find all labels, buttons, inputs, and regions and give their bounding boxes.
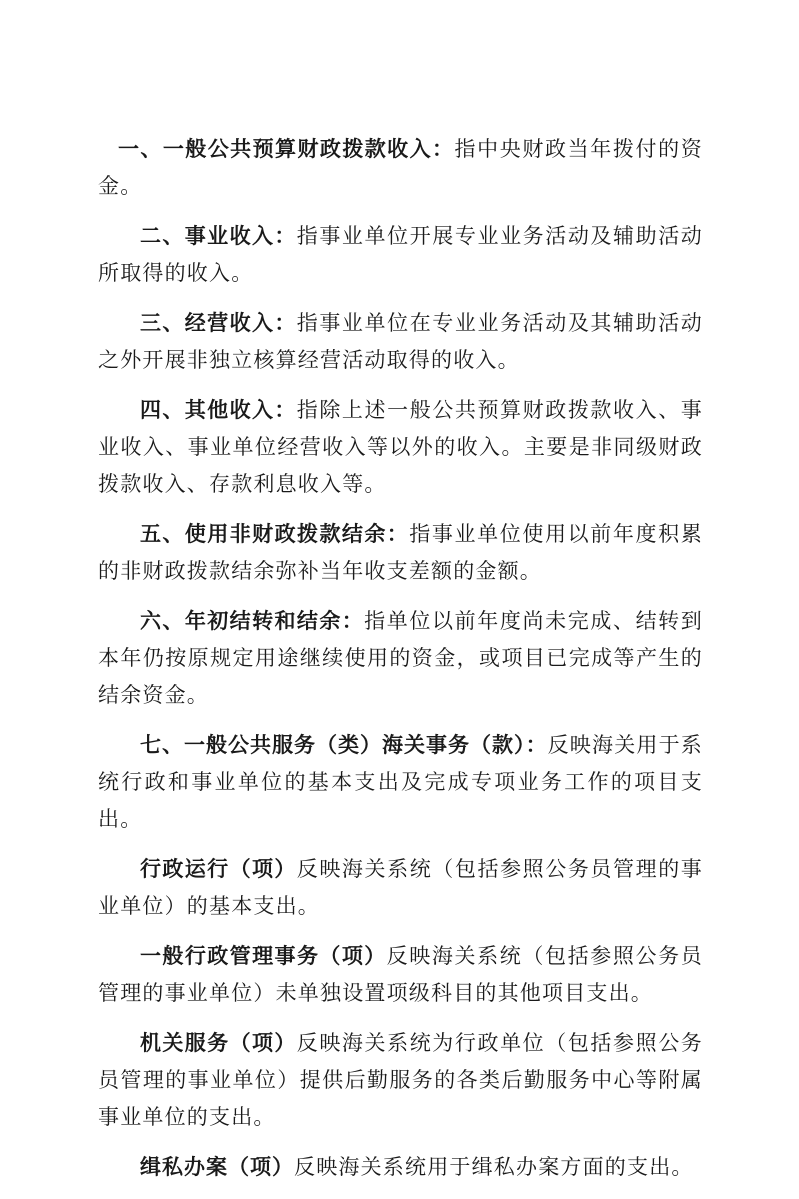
paragraph-term: 一、一般公共预算财政拨款收入： [118,137,455,161]
paragraph-anti-smuggling [98,1149,703,1186]
paragraph-text: 指事业单位在专业业务活动及其辅助活动之外开展非独立核算经营活动取得的收入。 [98,311,704,372]
paragraph-text: 反映海关系统用于缉私办案方面的支出。 [294,1155,694,1179]
paragraph-general-administration [98,938,703,1012]
paragraph-text: 反映海关系统（包括参照公务员管理的事业单位）未单独设置项级科目的其他项目支出。 [98,944,703,1005]
paragraph-term: 三、经营收入： [140,311,297,335]
paragraph-term: 二、事业收入： [140,224,297,248]
paragraph-administrative-operation [98,851,703,925]
paragraph-text: 指单位以前年度尚未完成、结转到本年仍按原规定用途继续使用的资金，或项目已完成等产生的结余资金。 [98,609,704,707]
paragraph-term: 行政运行（项） [140,857,297,881]
paragraph-text: 反映海关系统（包括参照公务员管理的事业单位）的基本支出。 [98,857,704,918]
paragraph-text: 指事业单位使用以前年度积累的非财政拨款结余弥补当年收支差额的金额。 [98,522,703,583]
document-body [98,131,703,1199]
paragraph-term: 六、年初结转和结余： [140,609,365,633]
paragraph-general-budget-revenue [98,131,703,205]
paragraph-customs-affairs [98,727,703,838]
paragraph-text: 指事业单位开展专业业务活动及辅助活动所取得的收入。 [98,224,704,285]
paragraph-other-revenue [98,392,703,503]
paragraph-term: 七、一般公共服务（类）海关事务（款）： [140,733,548,757]
paragraph-business-revenue [98,218,703,292]
paragraph-institutional-services [98,1025,703,1136]
paragraph-text: 反映海关用于系统行政和事业单位的基本支出及完成专项业务工作的项目支出。 [98,733,704,831]
paragraph-term: 机关服务（项） [140,1031,297,1055]
paragraph-term: 一般行政管理事务（项） [140,944,387,968]
paragraph-term: 五、使用非财政拨款结余： [140,522,410,546]
paragraph-operating-revenue [98,305,703,379]
paragraph-text: 反映海关系统为行政单位（包括参照公务员管理的事业单位）提供后勤服务的各类后勤服务中心等附属事业单位的支出。 [98,1031,704,1129]
paragraph-term: 四、其他收入： [140,398,297,422]
paragraph-carryover-balance [98,603,703,714]
paragraph-non-appropriation-surplus [98,516,703,590]
paragraph-text: 指中央财政当年拨付的资金。 [98,137,704,198]
paragraph-term: 缉私办案（项） [140,1155,294,1179]
paragraph-text: 指除上述一般公共预算财政拨款收入、事业收入、事业单位经营收入等以外的收入。主要是非同级财政拨款收入、存款利息收入等。 [98,398,704,496]
